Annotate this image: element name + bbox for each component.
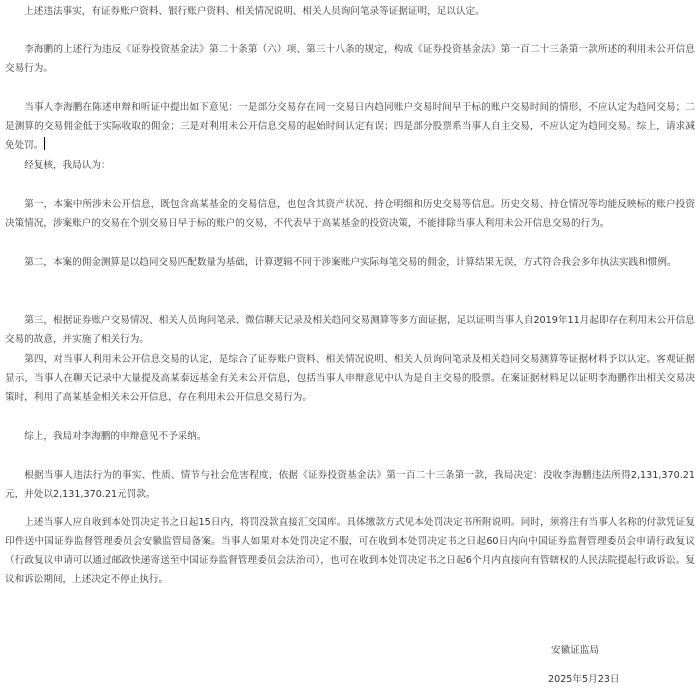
paragraph-point-one: 第一，本案中所涉未公开信息，既包含高某基金的交易信息，也包含其资产状况、持仓明细和历史交易等信息。历史交易、持仓情况等均能反映标的账户投资决策情况，涉案账户的交易在个别交易日早于标的账户的交易，不代表早于高某基金的投资决策，不能排除当事人利用未公开信息交易的行为。 xyxy=(5,199,695,229)
paragraph-point-two: 第二，本案的佣金测算是以趋同交易匹配数量为基础，计算逻辑不同于涉案账户实际每笔交易的佣金，计算结果无误，方式符合我会多年执法实践和惯例。 xyxy=(24,257,677,268)
paragraph-review-intro: 经复核，我局认为： xyxy=(24,160,111,171)
paragraph-payment-appeal: 上述当事人应自收到本处罚决定书之日起15日内，将罚没款直接汇交国库。具体缴款方式见本处罚决定书所附说明。同时，须将注有当事人名称的付款凭证复印件送中国证券监督管理委员会安徽监管局备案。当事人如果对本处罚决定不服，可在收到本处罚决定书之日起60日内向中国证券监督管理委员会申请行政复议（行政复议申请可以通过邮政快递寄送至中国证券监督管理委员会法治司），也可在收到本处罚决定书之日起6个月内直接向有管辖权的人民法院提起行政诉讼。复议和诉讼期间，上述决定不停止执行。 xyxy=(5,517,695,585)
paragraph-evidence: 上述违法事实，有证券账户资料、银行账户资料、相关情况说明、相关人员询问笔录等证据证明，足以认定。 xyxy=(24,6,485,17)
paragraph-conclusion: 综上，我局对李海鹏的申辩意见不予采纳。 xyxy=(24,431,207,442)
issuer-signature: 安徽证监局 xyxy=(551,645,599,656)
paragraph-point-three: 第三，根据证券账户交易情况、相关人员询问笔录、微信聊天记录及相关趋同交易测算等多方面证据，足以证明当事人自2019年11月起即存在利用未公开信息交易的故意，并实施了相关行为。 xyxy=(5,315,695,345)
paragraph-violation: 李海鹏的上述行为违反《证券投资基金法》第二十条第（六）项、第三十八条的规定，构成《证券投资基金法》第一百二十三条第一款所述的利用未公开信息交易行为。 xyxy=(5,44,695,74)
paragraph-decision: 根据当事人违法行为的事实、性质、情节与社会危害程度，依据《证券投资基金法》第一百二十三条第一款，我局决定：没收李海鹏违法所得2,131,370.21元，并处以2,131,370.21元罚款。 xyxy=(5,470,695,500)
text-cursor xyxy=(44,137,45,150)
paragraph-defense xyxy=(5,98,695,155)
paragraph-point-four: 第四，对当事人利用未公开信息交易的认定，是综合了证券账户资料、相关情况说明、相关人员询问笔录及相关趋同交易测算等证据材料予以认定。客观证据显示，当事人在聊天记录中大量提及高某泰远基金有关未公开信息，包括当事人申辩意见中认为是自主交易的股票。在案证据材料足以证明李海鹏作出相关交易决策时，利用了高某基金相关未公开信息，存在利用未公开信息交易行为。 xyxy=(5,354,695,403)
paragraph-defense-text: 当事人李海鹏在陈述申辩和听证中提出如下意见：一是部分交易存在同一交易日内趋同账户交易时间早于标的账户交易时间的情形，不应认定为趋同交易；二是测算的交易佣金低于实际收取的佣金；三是对利用未公开信息交易的起始时间认定有误；四是部分股票系当事人自主交易，不应认定为趋同交易。综上，请求减免处罚。 xyxy=(5,102,695,151)
issue-date: 2025年5月23日 xyxy=(548,674,620,685)
